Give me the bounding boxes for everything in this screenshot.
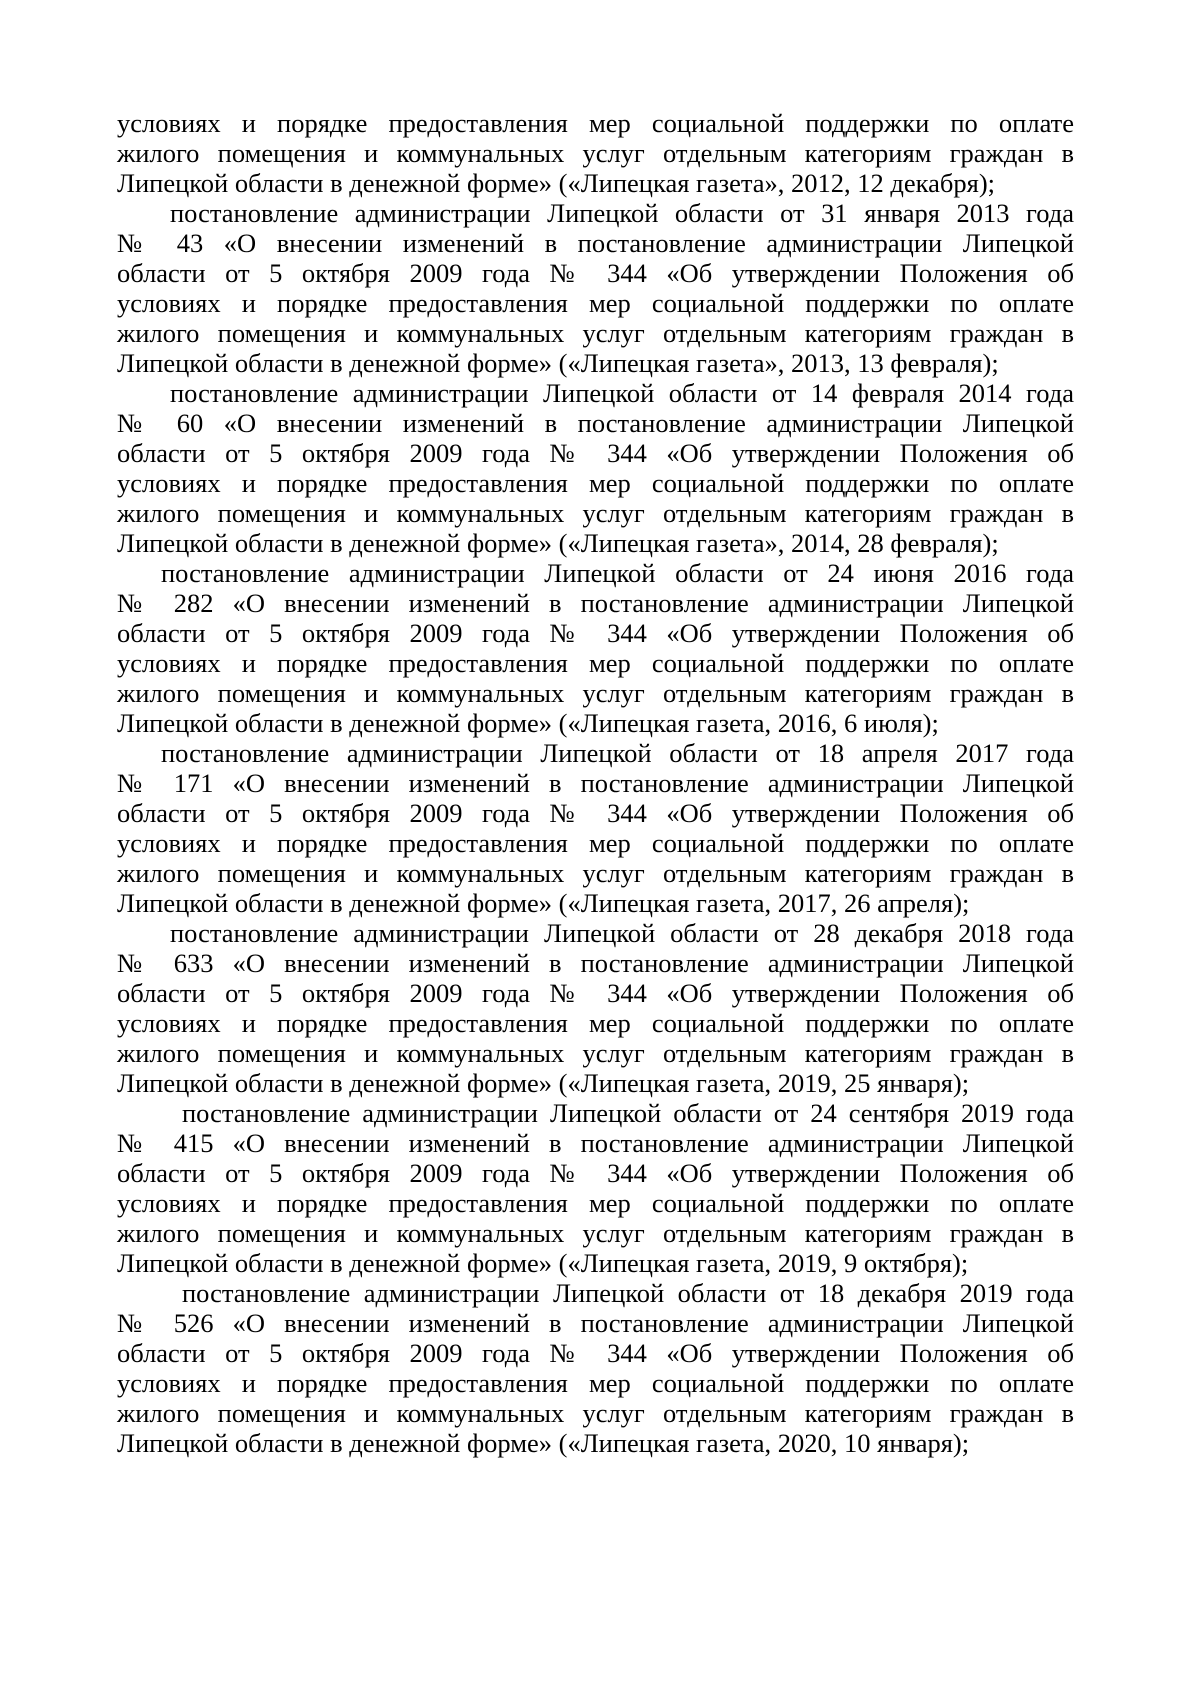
text-line: № 171 «О внесении изменений в постановление администрации Липецкой [117,768,1074,798]
text-line: постановление администрации Липецкой области от 24 июня 2016 года [161,558,1074,588]
text-line: условиях и порядке предоставления мер социальной поддержки по оплате [117,828,1074,858]
text-line: № 60 «О внесении изменений в постановление администрации Липецкой [117,408,1074,438]
text-line: Липецкой области в денежной форме» («Липецкая газета, 2016, 6 июля); [117,708,939,738]
text-line: Липецкой области в денежной форме» («Липецкая газета», 2014, 28 февраля); [117,528,999,558]
text-line: условиях и порядке предоставления мер социальной поддержки по оплате [117,108,1074,138]
text-line: Липецкой области в денежной форме» («Липецкая газета, 2017, 26 апреля); [117,888,970,918]
text-line: области от 5 октября 2009 года № 344 «Об утверждении Положения об [117,258,1074,288]
paragraph-resolution-2016 [117,558,1074,738]
text-line: постановление администрации Липецкой области от 14 февраля 2014 года [170,378,1074,408]
text-line: условиях и порядке предоставления мер социальной поддержки по оплате [117,1368,1074,1398]
paragraph-resolution-2018 [117,918,1074,1098]
text-line: жилого помещения и коммунальных услуг отдельным категориям граждан в [117,138,1074,168]
text-line: жилого помещения и коммунальных услуг отдельным категориям граждан в [117,318,1074,348]
paragraph-resolution-2013 [117,198,1074,378]
text-line: постановление администрации Липецкой области от 31 января 2013 года [170,198,1074,228]
text-line: постановление администрации Липецкой области от 18 декабря 2019 года [182,1278,1074,1308]
text-line: Липецкой области в денежной форме» («Липецкая газета», 2012, 12 декабря); [117,168,996,198]
text-line: области от 5 октября 2009 года № 344 «Об утверждении Положения об [117,618,1074,648]
paragraph-resolution-2019-sep [117,1098,1074,1278]
text-line: № 526 «О внесении изменений в постановление администрации Липецкой [117,1308,1074,1338]
text-line: № 282 «О внесении изменений в постановление администрации Липецкой [117,588,1074,618]
text-line: области от 5 октября 2009 года № 344 «Об утверждении Положения об [117,1158,1074,1188]
text-line: Липецкой области в денежной форме» («Липецкая газета, 2019, 25 января); [117,1068,970,1098]
text-line: Липецкой области в денежной форме» («Липецкая газета, 2019, 9 октября); [117,1248,969,1278]
text-line: условиях и порядке предоставления мер социальной поддержки по оплате [117,288,1074,318]
text-line: жилого помещения и коммунальных услуг отдельным категориям граждан в [117,1398,1074,1428]
text-line: жилого помещения и коммунальных услуг отдельным категориям граждан в [117,678,1074,708]
text-line: условиях и порядке предоставления мер социальной поддержки по оплате [117,1188,1074,1218]
text-line: № 633 «О внесении изменений в постановление администрации Липецкой [117,948,1074,978]
text-line: жилого помещения и коммунальных услуг отдельным категориям граждан в [117,858,1074,888]
text-line: постановление администрации Липецкой области от 28 декабря 2018 года [170,918,1074,948]
text-line: области от 5 октября 2009 года № 344 «Об утверждении Положения об [117,438,1074,468]
text-line: постановление администрации Липецкой области от 24 сентября 2019 года [182,1098,1074,1128]
text-line: № 43 «О внесении изменений в постановление администрации Липецкой [117,228,1074,258]
text-line: жилого помещения и коммунальных услуг отдельным категориям граждан в [117,498,1074,528]
text-line: области от 5 октября 2009 года № 344 «Об утверждении Положения об [117,978,1074,1008]
document-page [117,108,1074,1458]
text-line: области от 5 октября 2009 года № 344 «Об утверждении Положения об [117,1338,1074,1368]
text-line: жилого помещения и коммунальных услуг отдельным категориям граждан в [117,1038,1074,1068]
paragraph-continuation [117,108,1074,198]
text-line: № 415 «О внесении изменений в постановление администрации Липецкой [117,1128,1074,1158]
paragraph-resolution-2014 [117,378,1074,558]
text-line: условиях и порядке предоставления мер социальной поддержки по оплате [117,1008,1074,1038]
paragraph-resolution-2017 [117,738,1074,918]
text-line: области от 5 октября 2009 года № 344 «Об утверждении Положения об [117,798,1074,828]
paragraph-resolution-2019-dec [117,1278,1074,1458]
text-line: условиях и порядке предоставления мер социальной поддержки по оплате [117,648,1074,678]
text-line: постановление администрации Липецкой области от 18 апреля 2017 года [161,738,1074,768]
text-line: условиях и порядке предоставления мер социальной поддержки по оплате [117,468,1074,498]
text-line: жилого помещения и коммунальных услуг отдельным категориям граждан в [117,1218,1074,1248]
text-line: Липецкой области в денежной форме» («Липецкая газета», 2013, 13 февраля); [117,348,999,378]
text-line: Липецкой области в денежной форме» («Липецкая газета, 2020, 10 января); [117,1428,970,1458]
